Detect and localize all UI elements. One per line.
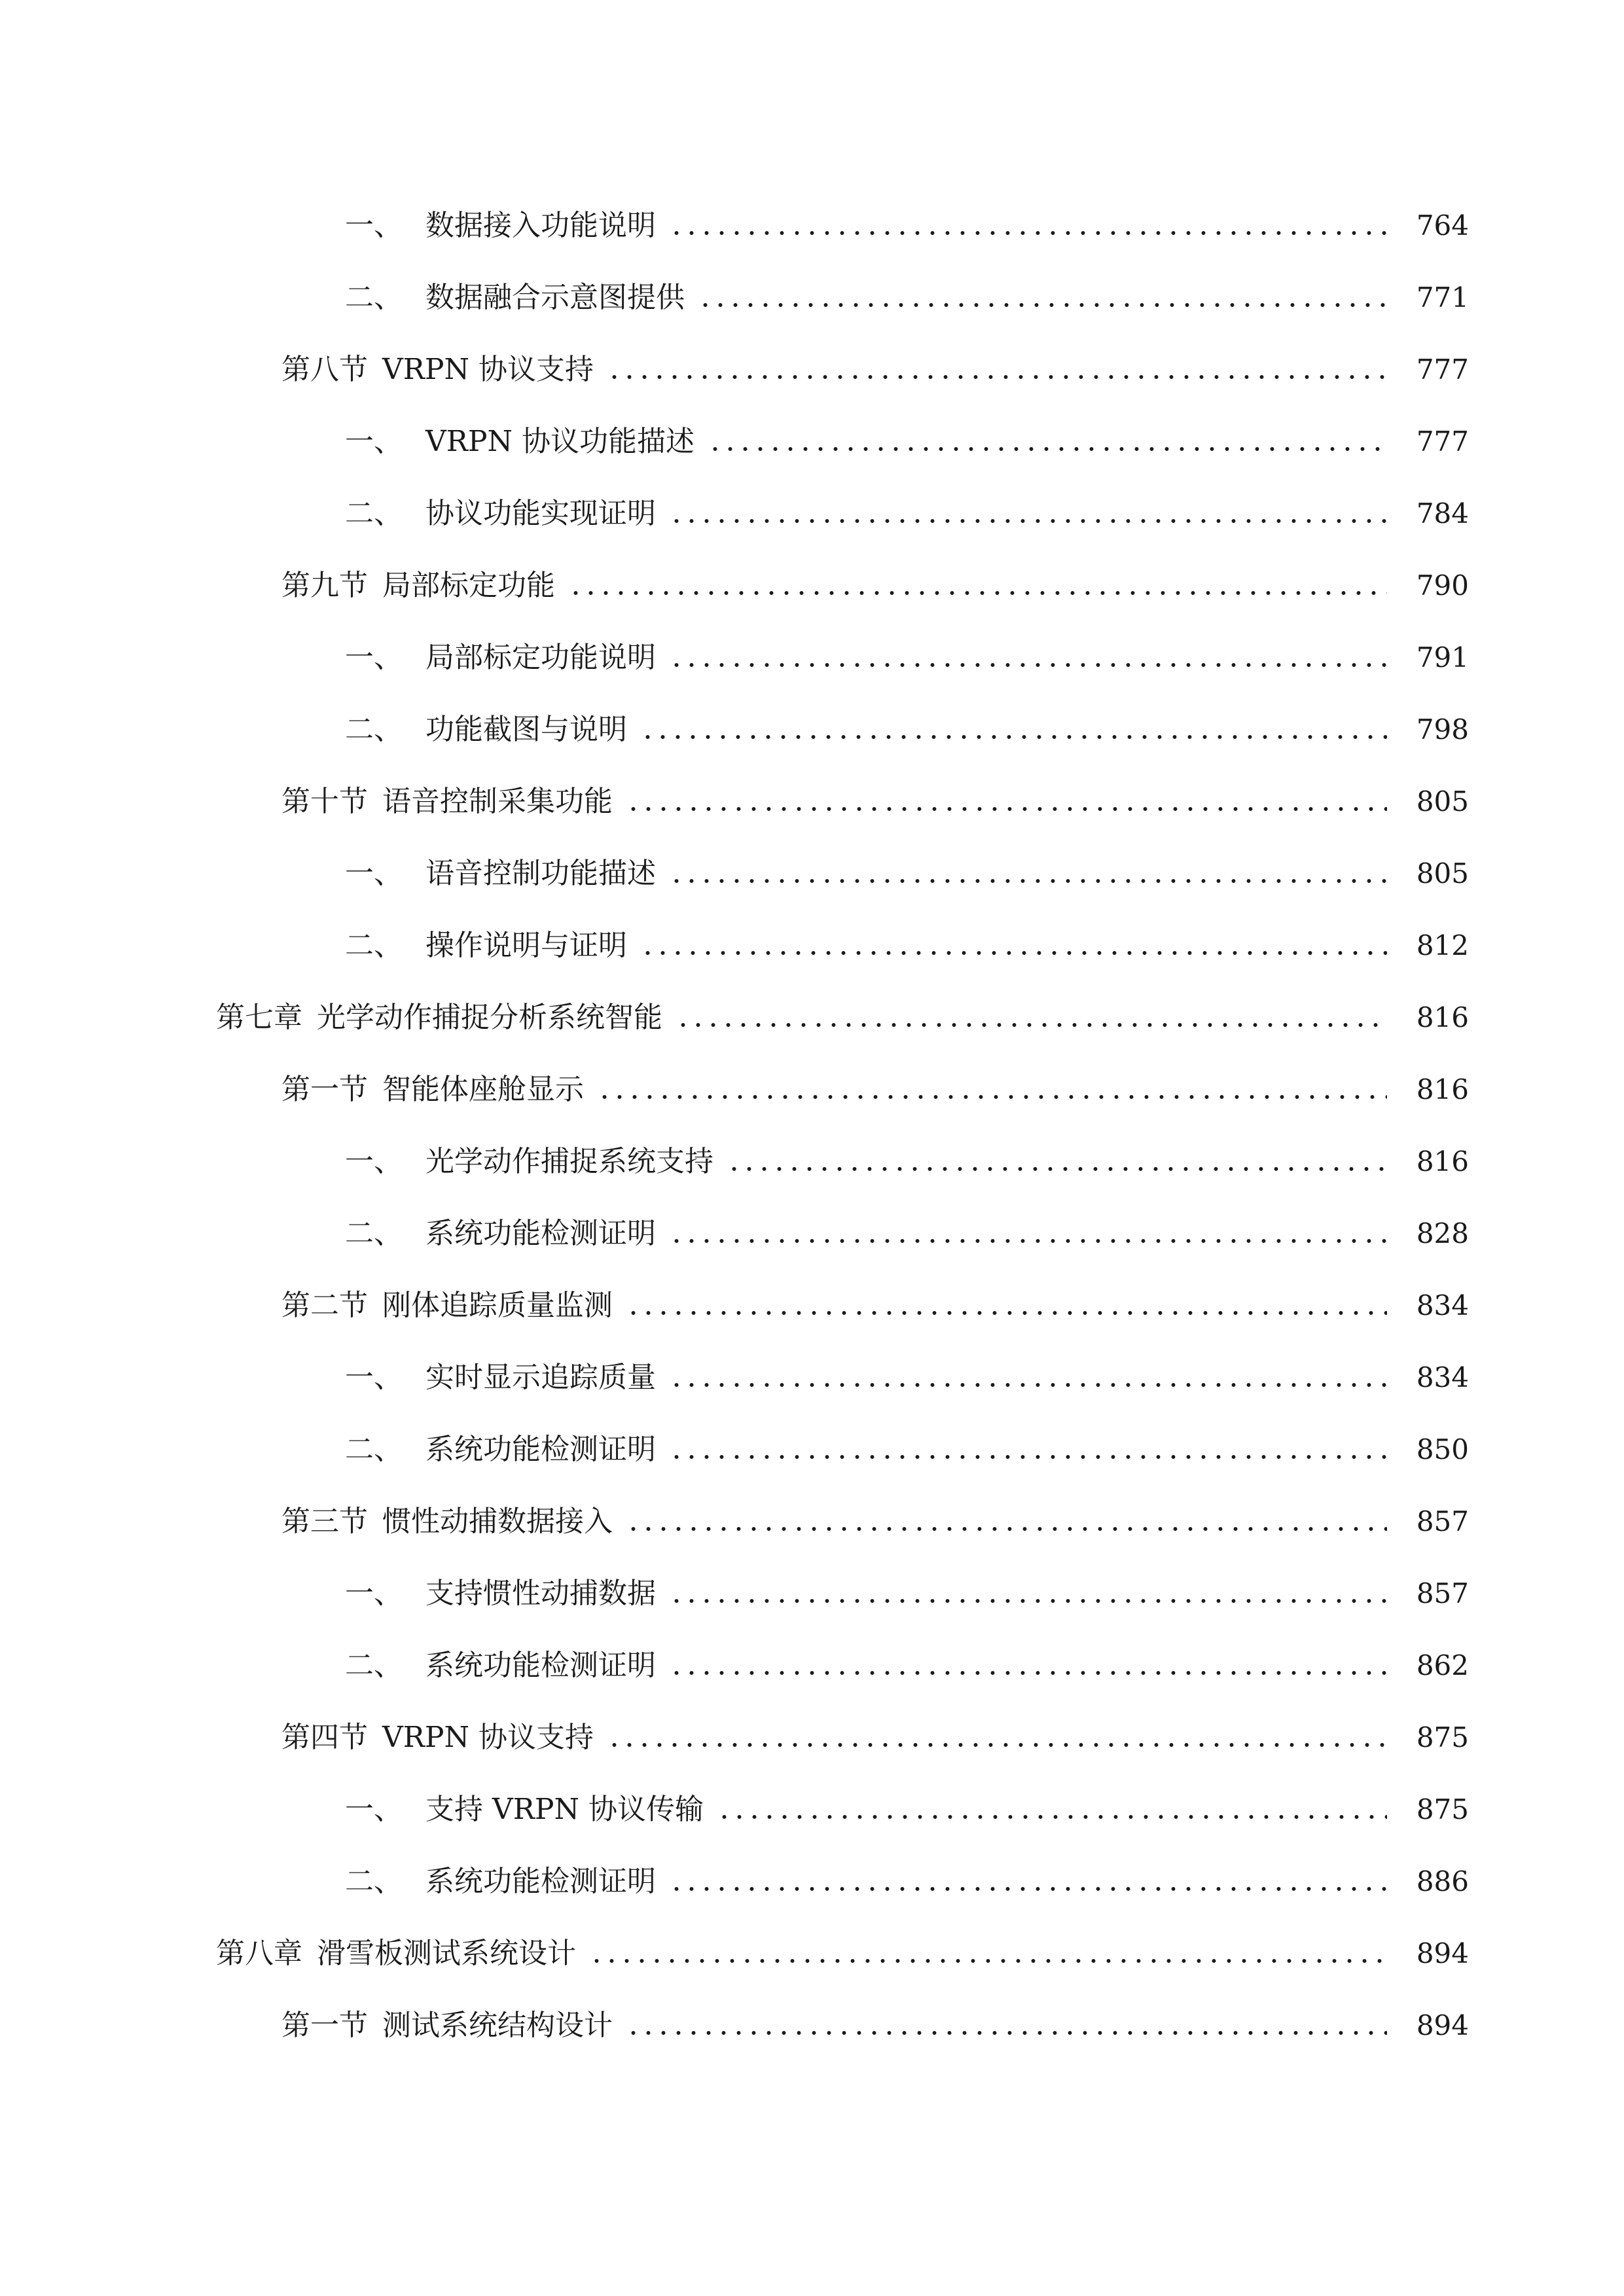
toc-entry[interactable] — [0, 766, 1624, 838]
toc-entry[interactable] — [0, 838, 1624, 910]
toc-entry[interactable] — [0, 406, 1624, 478]
dot-leader — [669, 662, 1387, 668]
toc-entry-title: 测试系统结构设计 — [382, 2009, 613, 2042]
toc-entry-page-number: 777 — [1416, 353, 1469, 386]
toc-entry-title: 协议功能实现证明 — [425, 497, 656, 530]
dot-leader — [626, 806, 1387, 812]
toc-entry[interactable] — [0, 910, 1624, 982]
toc-entry[interactable] — [0, 1990, 1624, 2062]
toc-entry[interactable] — [0, 550, 1624, 622]
toc-entry-number: 二、 — [345, 1865, 403, 1898]
toc-entry-title: VRPN 协议支持 — [382, 353, 594, 386]
toc-entry[interactable] — [0, 1846, 1624, 1918]
toc-entry-title: 局部标定功能说明 — [425, 641, 656, 674]
toc-entry-page-number: 777 — [1416, 425, 1469, 457]
toc-entry-number: 第九节 — [281, 569, 368, 602]
toc-entry-number: 第四节 — [281, 1721, 368, 1754]
toc-entry[interactable] — [0, 694, 1624, 766]
dot-leader — [669, 1670, 1387, 1676]
toc-entry-page-number: 805 — [1416, 857, 1469, 889]
dot-leader — [607, 374, 1387, 380]
dot-leader — [708, 446, 1387, 452]
toc-entry[interactable] — [0, 1558, 1624, 1630]
toc-entry-number: 二、 — [345, 929, 403, 962]
toc-entry-number: 第三节 — [281, 1505, 368, 1538]
toc-entry-number: 二、 — [345, 497, 403, 530]
toc-entry[interactable] — [0, 334, 1624, 406]
toc-entry-title: 实时显示追踪质量 — [425, 1361, 656, 1394]
toc-entry-number: 二、 — [345, 281, 403, 314]
toc-entry[interactable] — [0, 1702, 1624, 1774]
toc-entry-title: 系统功能检测证明 — [425, 1433, 656, 1466]
toc-entry-page-number: 886 — [1416, 1865, 1469, 1897]
toc-entry[interactable] — [0, 1198, 1624, 1270]
toc-entry-number: 一、 — [345, 1793, 403, 1826]
toc-entry-page-number: 875 — [1416, 1721, 1469, 1753]
dot-leader — [640, 734, 1387, 740]
toc-entry-page-number: 834 — [1416, 1361, 1469, 1393]
toc-entry-title: 光学动作捕捉分析系统智能 — [317, 1001, 662, 1034]
toc-entry[interactable] — [0, 1126, 1624, 1198]
dot-leader — [698, 302, 1387, 308]
toc-entry[interactable] — [0, 190, 1624, 262]
toc-entry-page-number: 812 — [1416, 929, 1469, 961]
dot-leader — [676, 1022, 1387, 1028]
toc-entry-number: 一、 — [345, 1577, 403, 1610]
toc-entry-title: 语音控制采集功能 — [382, 785, 613, 818]
toc-entry-page-number: 805 — [1416, 785, 1469, 817]
toc-entry-title: 智能体座舱显示 — [382, 1073, 584, 1106]
toc-entry[interactable] — [0, 622, 1624, 694]
toc-entry-number: 二、 — [345, 1217, 403, 1250]
toc-entry-number: 第一节 — [281, 2009, 368, 2042]
toc-entry-page-number: 791 — [1416, 641, 1469, 673]
toc-entry[interactable] — [0, 478, 1624, 550]
toc-entry-number: 第八节 — [281, 353, 368, 386]
dot-leader — [669, 518, 1387, 524]
toc-entry-page-number: 857 — [1416, 1505, 1469, 1537]
dot-leader — [669, 878, 1387, 884]
toc-entry-page-number: 850 — [1416, 1433, 1469, 1465]
toc-entry-page-number: 790 — [1416, 569, 1469, 601]
dot-leader — [626, 1526, 1387, 1532]
dot-leader — [669, 1886, 1387, 1892]
toc-entry-number: 一、 — [345, 1145, 403, 1178]
toc-entry-number: 一、 — [345, 857, 403, 890]
toc-entry[interactable] — [0, 1414, 1624, 1486]
toc-entry-page-number: 828 — [1416, 1217, 1469, 1249]
toc-entry[interactable] — [0, 1630, 1624, 1702]
toc-entry-number: 第一节 — [281, 1073, 368, 1106]
toc-entry[interactable] — [0, 1054, 1624, 1126]
toc-entry-page-number: 894 — [1416, 1937, 1469, 1969]
toc-entry-title: 滑雪板测试系统设计 — [317, 1937, 576, 1970]
toc-entry-number: 第七章 — [216, 1001, 302, 1034]
dot-leader — [669, 230, 1387, 236]
toc-entry-page-number: 784 — [1416, 497, 1469, 529]
toc-entry-title: 操作说明与证明 — [425, 929, 627, 962]
toc-entry[interactable] — [0, 1918, 1624, 1990]
dot-leader — [669, 1598, 1387, 1604]
toc-entry-page-number: 764 — [1416, 209, 1469, 242]
dot-leader — [669, 1382, 1387, 1388]
toc-entry-page-number: 894 — [1416, 2009, 1469, 2041]
toc-entry-page-number: 862 — [1416, 1649, 1469, 1681]
toc-entry-title: 系统功能检测证明 — [425, 1649, 656, 1682]
toc-entry-number: 二、 — [345, 713, 403, 746]
dot-leader — [717, 1814, 1387, 1820]
toc-entry-number: 第二节 — [281, 1289, 368, 1322]
dot-leader — [607, 1742, 1387, 1748]
dot-leader — [589, 1958, 1387, 1964]
dot-leader — [669, 1238, 1387, 1244]
toc-entry-number: 第十节 — [281, 785, 368, 818]
toc-entry-number: 一、 — [345, 425, 403, 458]
dot-leader — [640, 950, 1387, 956]
toc-entry-number: 第八章 — [216, 1937, 302, 1970]
dot-leader — [597, 1094, 1387, 1100]
dot-leader — [669, 1454, 1387, 1460]
dot-leader — [626, 1310, 1387, 1316]
toc-entry-title: 支持惯性动捕数据 — [425, 1577, 656, 1610]
toc-entry-number: 一、 — [345, 641, 403, 674]
toc-entry-title: 支持 VRPN 协议传输 — [425, 1793, 704, 1826]
dot-leader — [568, 590, 1387, 596]
dot-leader — [727, 1166, 1387, 1172]
toc-entry[interactable] — [0, 262, 1624, 334]
toc-entry-title: 语音控制功能描述 — [425, 857, 656, 890]
toc-entry-title: VRPN 协议功能描述 — [425, 425, 695, 458]
toc-entry-page-number: 771 — [1416, 281, 1469, 314]
toc-entry-title: 刚体追踪质量监测 — [382, 1289, 613, 1322]
table-of-contents — [0, 190, 1624, 2062]
dot-leader — [626, 2030, 1387, 2036]
toc-entry-page-number: 798 — [1416, 713, 1469, 745]
toc-entry[interactable] — [0, 1270, 1624, 1342]
toc-entry[interactable] — [0, 1342, 1624, 1414]
toc-entry-title: 功能截图与说明 — [425, 713, 627, 746]
toc-entry-page-number: 834 — [1416, 1289, 1469, 1321]
toc-entry-title: 局部标定功能 — [382, 569, 555, 602]
toc-entry-title: 系统功能检测证明 — [425, 1217, 656, 1250]
toc-entry[interactable] — [0, 1774, 1624, 1846]
toc-entry[interactable] — [0, 1486, 1624, 1558]
toc-entry-title: VRPN 协议支持 — [382, 1721, 594, 1754]
toc-entry-number: 一、 — [345, 209, 403, 242]
toc-entry-title: 数据融合示意图提供 — [425, 281, 685, 314]
toc-entry-title: 数据接入功能说明 — [425, 209, 656, 242]
toc-entry-number: 一、 — [345, 1361, 403, 1394]
toc-entry-title: 系统功能检测证明 — [425, 1865, 656, 1898]
toc-entry-page-number: 816 — [1416, 1145, 1469, 1177]
toc-entry-title: 惯性动捕数据接入 — [382, 1505, 613, 1538]
toc-entry[interactable] — [0, 982, 1624, 1054]
toc-entry-number: 二、 — [345, 1433, 403, 1466]
toc-entry-page-number: 816 — [1416, 1001, 1469, 1033]
toc-entry-number: 二、 — [345, 1649, 403, 1682]
toc-entry-page-number: 875 — [1416, 1793, 1469, 1825]
toc-entry-page-number: 816 — [1416, 1073, 1469, 1105]
toc-entry-title: 光学动作捕捉系统支持 — [425, 1145, 713, 1178]
toc-entry-page-number: 857 — [1416, 1577, 1469, 1609]
